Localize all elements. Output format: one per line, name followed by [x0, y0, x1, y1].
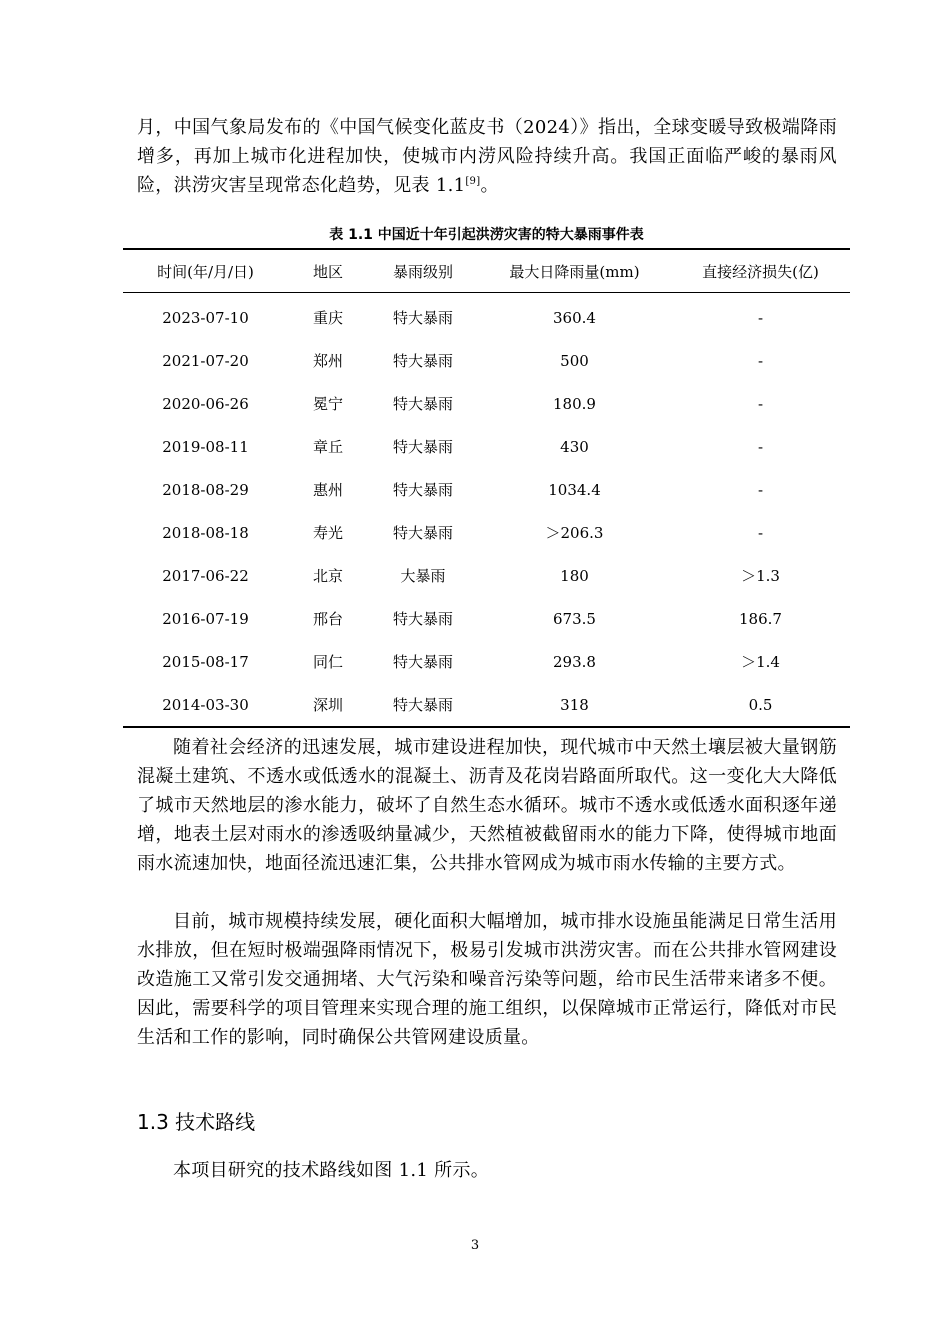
paragraph-tech-route: 本项目研究的技术路线如图 1.1 所示。 [173, 1160, 490, 1181]
table-row [123, 640, 850, 683]
cell-date: 2019-08-11 [162, 437, 249, 456]
cell-date: 2020-06-26 [162, 394, 249, 413]
table-row [123, 382, 850, 425]
table-row [123, 339, 850, 382]
cell-loss: - [757, 523, 764, 542]
cell-loss: 0.5 [748, 695, 773, 714]
cell-region: 重庆 [312, 309, 343, 327]
page-number: 3 [470, 1238, 480, 1253]
table-row [123, 511, 850, 554]
cell-region: 同仁 [312, 653, 343, 671]
cell-loss: 186.7 [739, 609, 782, 628]
cell-level: 特大暴雨 [392, 352, 453, 370]
cell-date: 2021-07-20 [162, 351, 249, 370]
table-row [123, 468, 850, 511]
section-heading: 1.3 技术路线 [137, 1110, 256, 1134]
table-row [123, 597, 850, 640]
cell-loss: - [757, 351, 764, 370]
header-economic-loss: 直接经济损失(亿) [671, 249, 850, 293]
cell-loss: ＞1.4 [741, 653, 780, 671]
citation-9: [9] [465, 176, 481, 187]
cell-level: 特大暴雨 [392, 395, 453, 413]
cell-rainfall: 673.5 [553, 609, 596, 628]
cell-loss: - [757, 437, 764, 456]
cell-rainfall: 430 [560, 437, 589, 456]
cell-region: 寿光 [312, 524, 343, 542]
cell-date: 2016-07-19 [162, 609, 249, 628]
cell-date: 2018-08-18 [162, 523, 249, 542]
cell-rainfall: 360.4 [553, 308, 596, 327]
rainstorm-events-table [123, 248, 850, 728]
cell-level: 特大暴雨 [392, 653, 453, 671]
cell-rainfall: ＞206.3 [545, 524, 604, 542]
table-header-row [123, 249, 850, 293]
cell-date: 2023-07-10 [162, 308, 249, 327]
intro-paragraph [137, 113, 837, 200]
cell-date: 2017-06-22 [162, 566, 249, 585]
cell-region: 冕宁 [312, 395, 343, 413]
cell-level: 特大暴雨 [392, 524, 453, 542]
cell-rainfall: 500 [560, 351, 589, 370]
cell-level: 特大暴雨 [392, 309, 453, 327]
table-caption: 表 1.1 中国近十年引起洪涝灾害的特大暴雨事件表 [329, 227, 644, 243]
cell-date: 2014-03-30 [162, 695, 249, 714]
header-date: 时间(年/月/日) [123, 249, 288, 293]
cell-level: 特大暴雨 [392, 610, 453, 628]
intro-end: 。 [480, 175, 499, 196]
cell-loss: ＞1.3 [741, 567, 780, 585]
cell-rainfall: 180 [560, 566, 589, 585]
header-region: 地区 [288, 249, 368, 293]
cell-level: 特大暴雨 [392, 438, 453, 456]
cell-date: 2018-08-29 [162, 480, 249, 499]
cell-region: 邢台 [312, 610, 343, 628]
cell-level: 特大暴雨 [392, 696, 453, 714]
header-max-rainfall: 最大日降雨量(mm) [478, 249, 671, 293]
cell-level: 特大暴雨 [392, 481, 453, 499]
cell-date: 2015-08-17 [162, 652, 249, 671]
cell-rainfall: 1034.4 [548, 480, 601, 499]
table-row [123, 554, 850, 597]
cell-region: 章丘 [312, 438, 343, 456]
cell-loss: - [757, 394, 764, 413]
paragraph-urbanization: 随着社会经济的迅速发展，城市建设进程加快，现代城市中天然土壤层被大量钢筋混凝土建筑、不透水或低透水的混凝土、沥青及花岗岩路面所取代。这一变化大大降低了城市天然地层的渗水能力，破坏了自然生态水循环。城市不透水或低透水面积逐年递增，地表土层对雨水的渗透吸纳量减少，天然植被截留雨水的能力下降，使得城市地面雨水流速加快，地面径流迅速汇集，公共排水管网成为城市雨水传输的主要方式。 [137, 737, 837, 874]
cell-rainfall: 318 [560, 695, 589, 714]
cell-region: 惠州 [312, 481, 343, 499]
table-row [123, 425, 850, 468]
cell-rainfall: 180.9 [553, 394, 596, 413]
intro-text: 月，中国气象局发布的《中国气候变化蓝皮书（2024）》指出，全球变暖导致极端降雨增多，再加上城市化进程加快，使城市内涝风险持续升高。我国正面临严峻的暴雨风险，洪涝灾害呈现常态化趋势，见表 1.1 [137, 117, 837, 196]
paragraph-drainage: 目前，城市规模持续发展，硬化面积大幅增加，城市排水设施虽能满足日常生活用水排放，但在短时极端强降雨情况下，极易引发城市洪涝灾害。而在公共排水管网建设改造施工又常引发交通拥堵、大气污染和噪音污染等问题，给市民生活带来诸多不便。因此，需要科学的项目管理来实现合理的施工组织，以保障城市正常运行，降低对市民生活和工作的影响，同时确保公共管网建设质量。 [137, 911, 837, 1048]
cell-rainfall: 293.8 [553, 652, 596, 671]
cell-region: 深圳 [312, 696, 343, 714]
cell-level: 大暴雨 [400, 567, 446, 585]
cell-loss: - [757, 308, 764, 327]
table-row [123, 683, 850, 727]
table-row [123, 293, 850, 340]
cell-loss: - [757, 480, 764, 499]
header-level: 暴雨级别 [368, 249, 478, 293]
cell-region: 北京 [312, 567, 343, 585]
cell-region: 郑州 [312, 352, 343, 370]
